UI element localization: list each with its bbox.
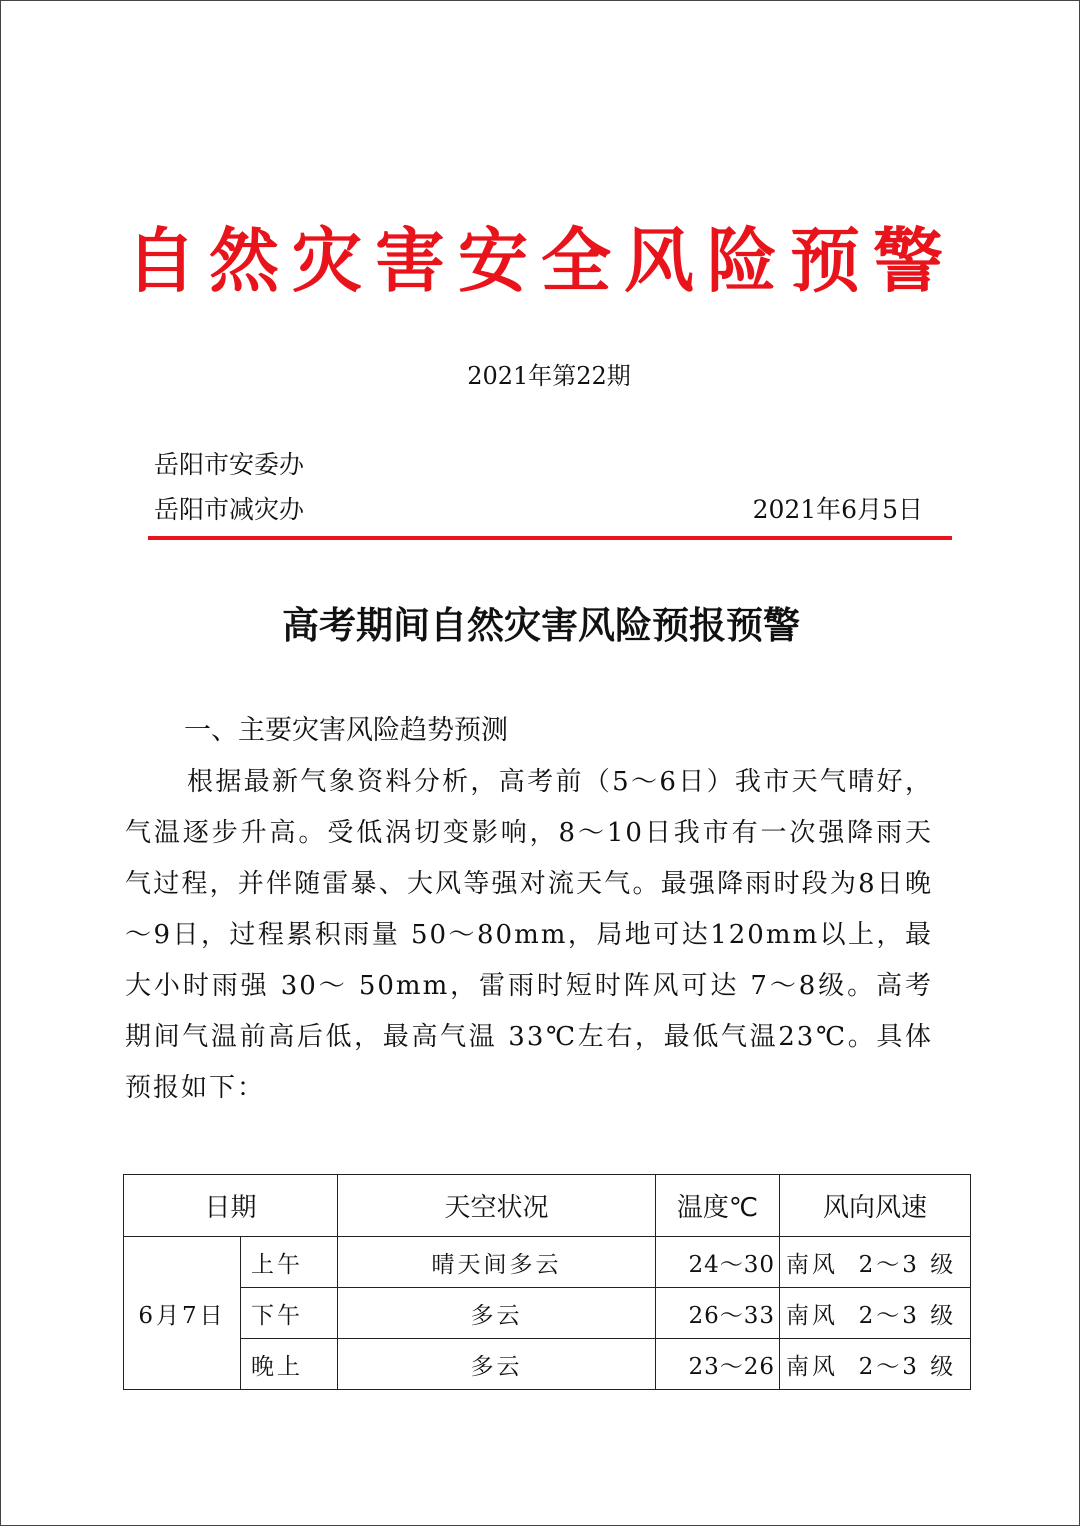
period-cell: 下午 bbox=[241, 1288, 338, 1339]
table-row bbox=[124, 1339, 971, 1390]
document-title: 高考期间自然灾害风险预报预警 bbox=[282, 603, 800, 647]
header-sky: 天空状况 bbox=[338, 1175, 656, 1237]
header-date: 日期 bbox=[124, 1175, 338, 1237]
period-cell: 晚上 bbox=[241, 1339, 338, 1390]
table-row bbox=[124, 1237, 971, 1288]
temp-cell: 26～33 bbox=[656, 1288, 780, 1339]
sender-safety-office: 岳阳市安委办 bbox=[154, 450, 305, 479]
section-heading: 一、主要灾害风险趋势预测 bbox=[184, 715, 508, 746]
issue-number: 2021年第22期 bbox=[467, 362, 631, 390]
red-divider bbox=[148, 536, 952, 540]
temp-cell: 24～30 bbox=[656, 1237, 780, 1288]
masthead-title: 自然灾害安全风险预警 bbox=[126, 220, 956, 302]
wind-cell: 南风 2～3 级 bbox=[780, 1288, 971, 1339]
sky-cell: 多云 bbox=[338, 1288, 656, 1339]
header-wind: 风向风速 bbox=[780, 1175, 971, 1237]
wind-cell: 南风 2～3 级 bbox=[780, 1237, 971, 1288]
table-header-row bbox=[124, 1175, 971, 1237]
temp-cell: 23～26 bbox=[656, 1339, 780, 1390]
date-cell: 6月7日 bbox=[124, 1237, 241, 1390]
body-paragraph: 根据最新气象资料分析，高考前（5～6日）我市天气晴好，气温逐步升高。受低涡切变影响，8～10日我市有一次强降雨天气过程，并伴随雷暴、大风等强对流天气。最强降雨时段为8日晚～9日，过程累积雨量 50～80mm，局地可达120mm以上，最大小时雨强 30～ 50mm，雷雨时短时阵风可达 7～8级。高考期间气温前高后低，最高气温 33℃左右，最低气温23℃。具体预报如下： bbox=[125, 767, 933, 1103]
sender-disaster-office: 岳阳市减灾办 bbox=[154, 495, 305, 524]
sky-cell: 晴天间多云 bbox=[338, 1237, 656, 1288]
forecast-table bbox=[123, 1174, 971, 1390]
table-row bbox=[124, 1288, 971, 1339]
publication-date: 2021年6月5日 bbox=[752, 495, 923, 524]
period-cell: 上午 bbox=[241, 1237, 338, 1288]
wind-cell: 南风 2～3 级 bbox=[780, 1339, 971, 1390]
header-temp: 温度℃ bbox=[656, 1175, 780, 1237]
sky-cell: 多云 bbox=[338, 1339, 656, 1390]
